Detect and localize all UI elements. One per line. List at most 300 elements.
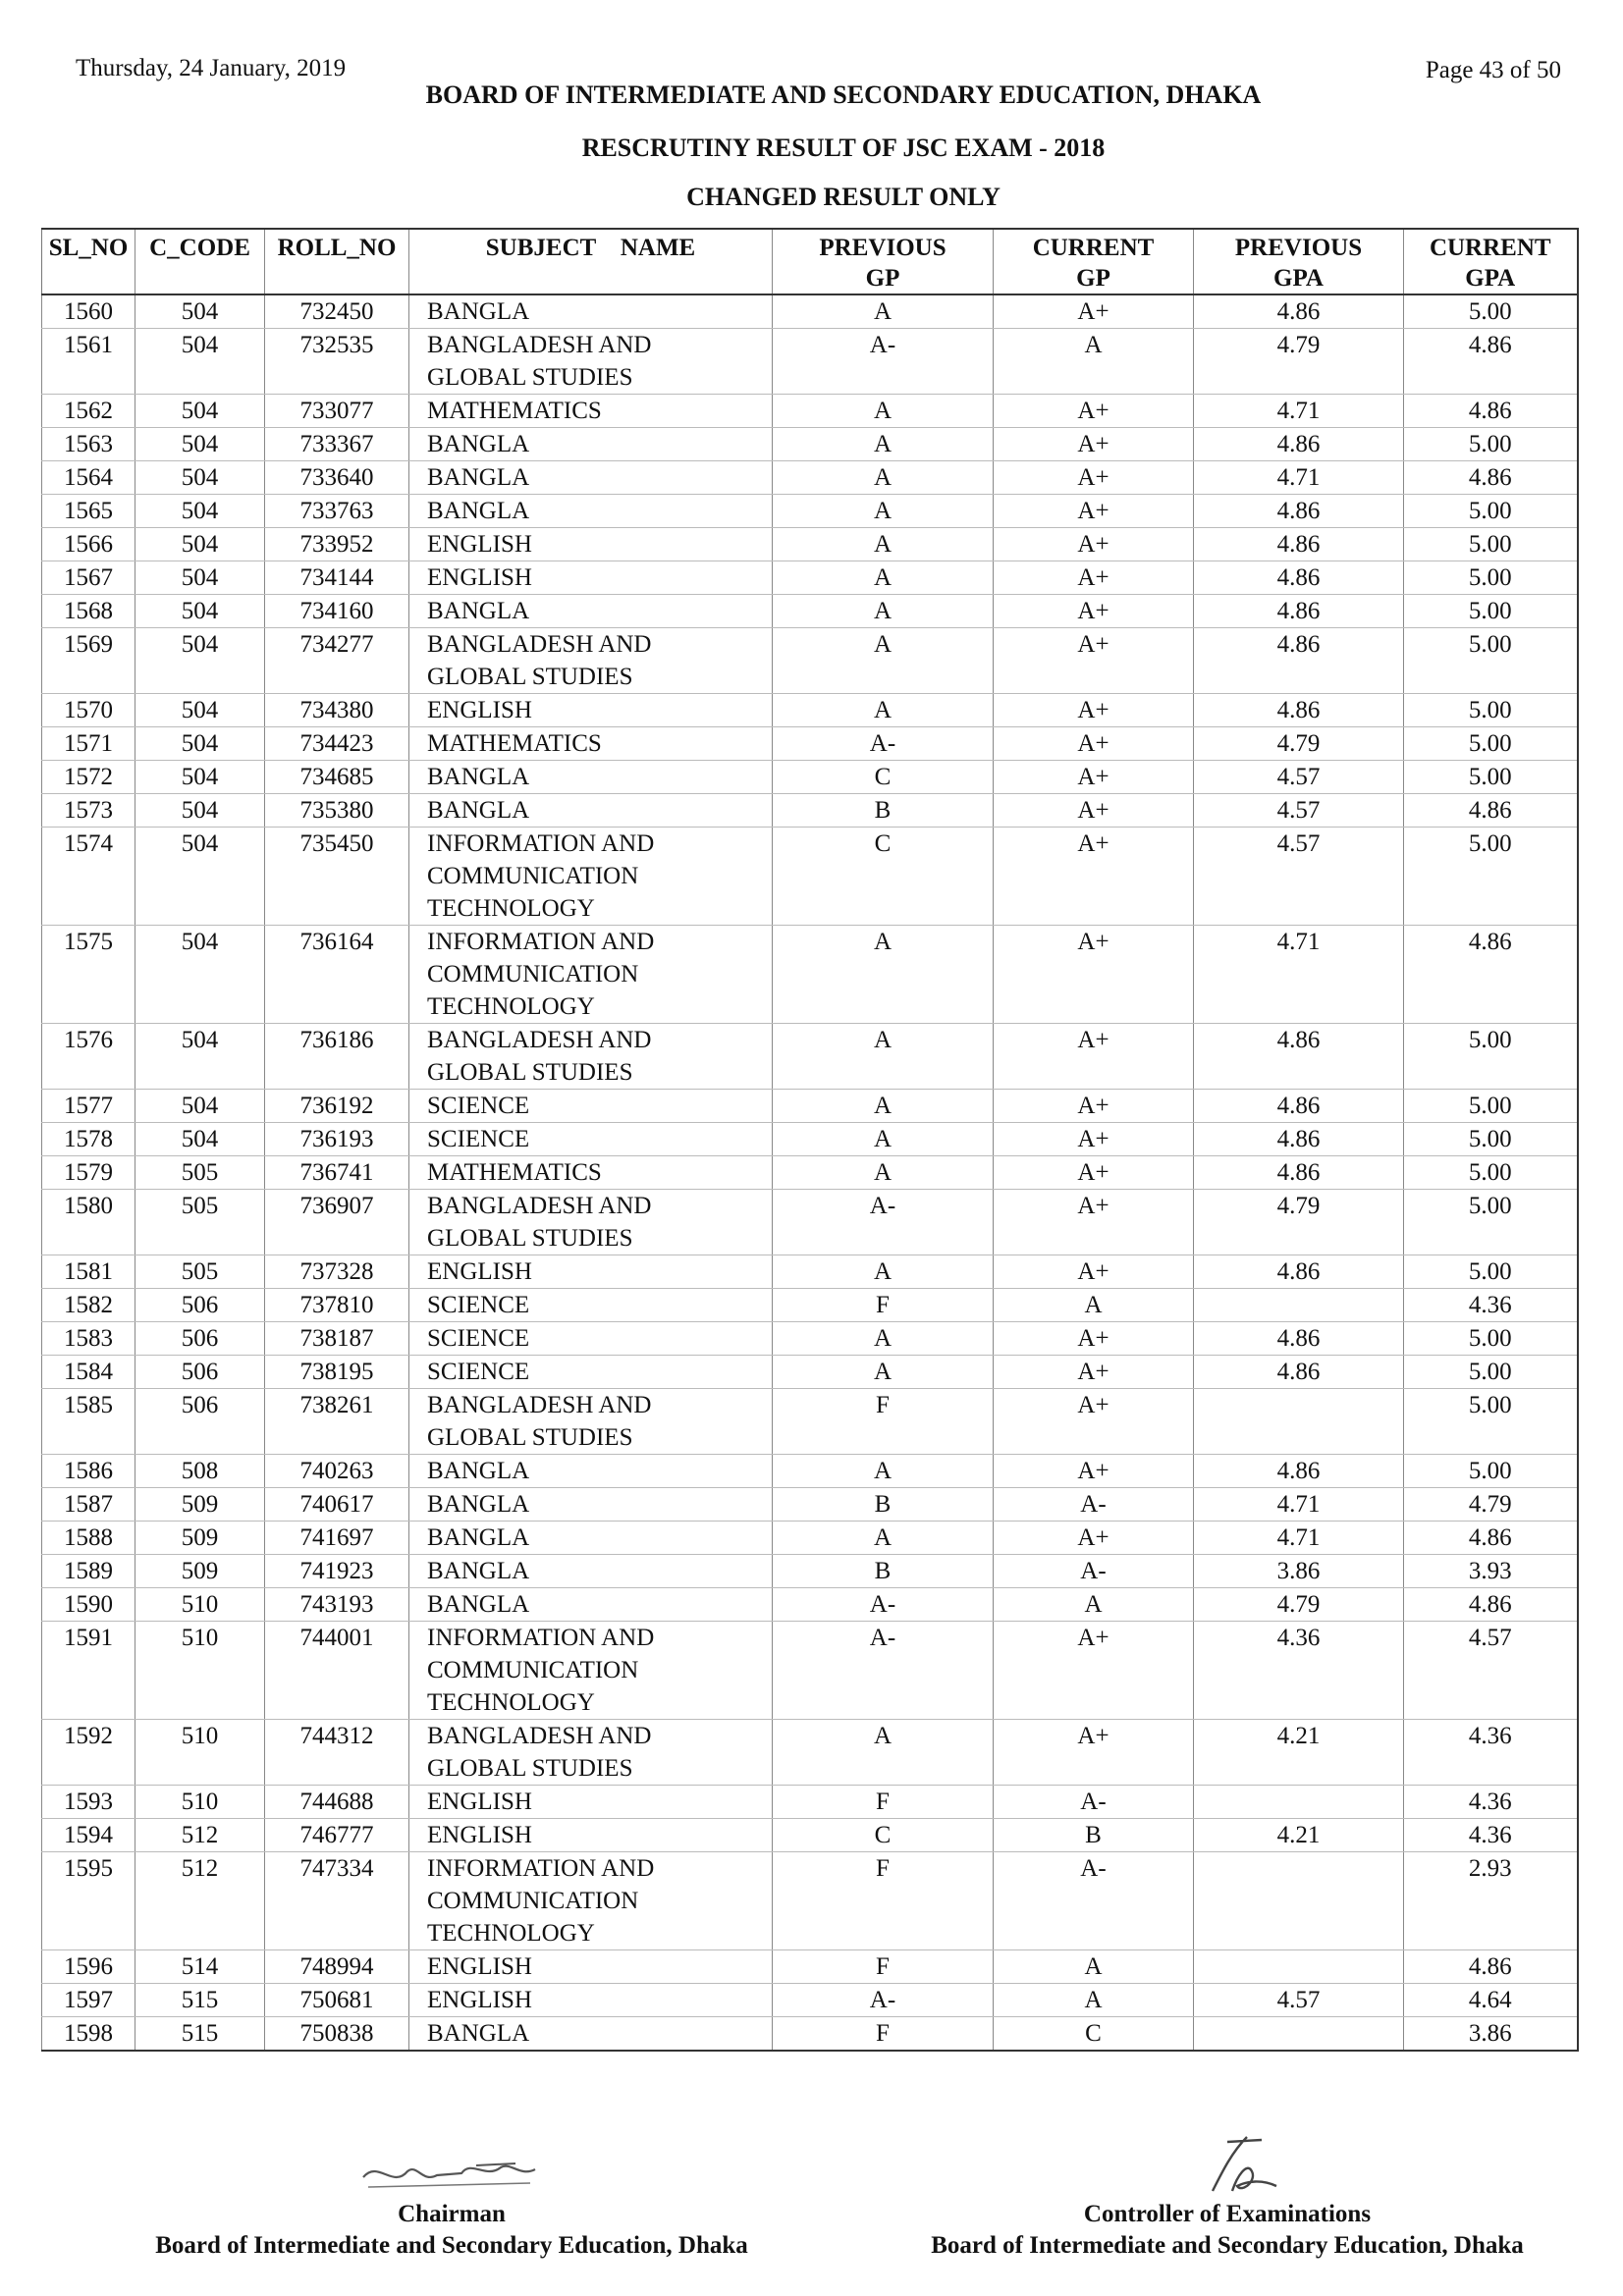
sl-no-cell: 1592: [42, 1720, 135, 1786]
c-code-cell: 504: [135, 561, 265, 595]
current-gpa-cell: 4.36: [1404, 1720, 1578, 1786]
c-code-cell: 505: [135, 1190, 265, 1255]
table-row: [42, 561, 1578, 595]
table-row: [42, 428, 1578, 461]
previous-gp-cell: A: [773, 628, 994, 694]
previous-gpa-cell: [1194, 1950, 1404, 1984]
current-gp-cell: A+: [994, 428, 1194, 461]
roll-no-cell: 736193: [265, 1123, 409, 1156]
exam-title: RESCRUTINY RESULT OF JSC EXAM - 2018: [581, 133, 1106, 162]
table-row: [42, 495, 1578, 528]
previous-gp-cell: C: [773, 761, 994, 794]
previous-gpa-cell: 4.86: [1194, 1123, 1404, 1156]
sl-no-cell: 1588: [42, 1522, 135, 1555]
previous-gp-cell: C: [773, 1819, 994, 1852]
current-gpa-cell: 5.00: [1404, 428, 1578, 461]
previous-gpa-cell: 4.86: [1194, 1156, 1404, 1190]
table-row: [42, 1522, 1578, 1555]
subject-cell: ENGLISH: [409, 1819, 773, 1852]
subject-cell: BANGLADESH AND GLOBAL STUDIES: [409, 1720, 773, 1786]
roll-no-cell: 744312: [265, 1720, 409, 1786]
sl-no-cell: 1561: [42, 329, 135, 395]
roll-no-cell: 736186: [265, 1024, 409, 1090]
c-code-cell: 510: [135, 1622, 265, 1720]
subject-cell: INFORMATION AND COMMUNICATION TECHNOLOGY: [409, 1852, 773, 1950]
roll-no-cell: 743193: [265, 1588, 409, 1622]
col-previous-gp: PREVIOUS GP: [773, 229, 994, 294]
roll-no-cell: 744001: [265, 1622, 409, 1720]
subject-cell: BANGLA: [409, 794, 773, 828]
c-code-cell: 504: [135, 628, 265, 694]
previous-gp-cell: A: [773, 1522, 994, 1555]
previous-gp-cell: A: [773, 1720, 994, 1786]
previous-gpa-cell: [1194, 1289, 1404, 1322]
previous-gpa-cell: [1194, 1852, 1404, 1950]
subject-cell: INFORMATION AND COMMUNICATION TECHNOLOGY: [409, 828, 773, 926]
previous-gpa-cell: 3.86: [1194, 1555, 1404, 1588]
page-number: Page 43 of 50: [1425, 57, 1561, 83]
c-code-cell: 509: [135, 1555, 265, 1588]
roll-no-cell: 737328: [265, 1255, 409, 1289]
col-sl-no: SL_NO: [42, 229, 135, 294]
sl-no-cell: 1584: [42, 1356, 135, 1389]
roll-no-cell: 732450: [265, 294, 409, 329]
subject-cell: BANGLADESH AND GLOBAL STUDIES: [409, 628, 773, 694]
previous-gpa-cell: 4.86: [1194, 694, 1404, 727]
c-code-cell: 510: [135, 1720, 265, 1786]
previous-gp-cell: A: [773, 1156, 994, 1190]
current-gp-cell: A+: [994, 1322, 1194, 1356]
previous-gp-cell: F: [773, 1852, 994, 1950]
previous-gp-cell: A: [773, 561, 994, 595]
previous-gpa-cell: 4.86: [1194, 1090, 1404, 1123]
previous-gpa-cell: 4.86: [1194, 595, 1404, 628]
current-gp-cell: A+: [994, 1190, 1194, 1255]
current-gp-cell: A+: [994, 1090, 1194, 1123]
c-code-cell: 504: [135, 926, 265, 1024]
current-gpa-cell: 4.86: [1404, 1588, 1578, 1622]
roll-no-cell: 738261: [265, 1389, 409, 1455]
sl-no-cell: 1565: [42, 495, 135, 528]
current-gp-cell: A+: [994, 395, 1194, 428]
previous-gpa-cell: 4.79: [1194, 329, 1404, 395]
subject-cell: SCIENCE: [409, 1123, 773, 1156]
table-row: [42, 1984, 1578, 2017]
c-code-cell: 506: [135, 1389, 265, 1455]
c-code-cell: 504: [135, 528, 265, 561]
table-row: [42, 1024, 1578, 1090]
previous-gpa-cell: 4.21: [1194, 1819, 1404, 1852]
roll-no-cell: 746777: [265, 1819, 409, 1852]
current-gpa-cell: 5.00: [1404, 727, 1578, 761]
previous-gp-cell: A: [773, 528, 994, 561]
sl-no-cell: 1560: [42, 294, 135, 329]
current-gpa-cell: 4.86: [1404, 1950, 1578, 1984]
previous-gpa-cell: [1194, 1786, 1404, 1819]
previous-gpa-cell: 4.79: [1194, 727, 1404, 761]
subject-cell: MATHEMATICS: [409, 727, 773, 761]
sl-no-cell: 1575: [42, 926, 135, 1024]
table-row: [42, 1720, 1578, 1786]
current-gpa-cell: 4.57: [1404, 1622, 1578, 1720]
subject-cell: SCIENCE: [409, 1289, 773, 1322]
roll-no-cell: 741923: [265, 1555, 409, 1588]
subject-cell: ENGLISH: [409, 1950, 773, 1984]
previous-gp-cell: B: [773, 1555, 994, 1588]
roll-no-cell: 734160: [265, 595, 409, 628]
previous-gpa-cell: 4.86: [1194, 1255, 1404, 1289]
sl-no-cell: 1579: [42, 1156, 135, 1190]
c-code-cell: 504: [135, 461, 265, 495]
subject-cell: MATHEMATICS: [409, 1156, 773, 1190]
c-code-cell: 514: [135, 1950, 265, 1984]
current-gp-cell: A+: [994, 1389, 1194, 1455]
table-row: [42, 1190, 1578, 1255]
c-code-cell: 504: [135, 1024, 265, 1090]
roll-no-cell: 732535: [265, 329, 409, 395]
subject-cell: INFORMATION AND COMMUNICATION TECHNOLOGY: [409, 1622, 773, 1720]
table-row: [42, 1356, 1578, 1389]
current-gpa-cell: 5.00: [1404, 1123, 1578, 1156]
c-code-cell: 504: [135, 761, 265, 794]
current-gp-cell: A+: [994, 694, 1194, 727]
c-code-cell: 506: [135, 1289, 265, 1322]
previous-gp-cell: A: [773, 694, 994, 727]
subject-cell: SCIENCE: [409, 1090, 773, 1123]
previous-gpa-cell: 4.86: [1194, 1024, 1404, 1090]
previous-gpa-cell: [1194, 2017, 1404, 2052]
table-header-row: [42, 229, 1578, 294]
sl-no-cell: 1590: [42, 1588, 135, 1622]
c-code-cell: 510: [135, 1588, 265, 1622]
previous-gp-cell: A-: [773, 1190, 994, 1255]
subject-cell: ENGLISH: [409, 1255, 773, 1289]
previous-gp-cell: A: [773, 1455, 994, 1488]
subject-cell: BANGLA: [409, 1555, 773, 1588]
sl-no-cell: 1564: [42, 461, 135, 495]
subject-cell: BANGLA: [409, 1488, 773, 1522]
table-row: [42, 461, 1578, 495]
roll-no-cell: 733763: [265, 495, 409, 528]
current-gpa-cell: 5.00: [1404, 1255, 1578, 1289]
previous-gpa-cell: 4.86: [1194, 428, 1404, 461]
current-gp-cell: A+: [994, 628, 1194, 694]
table-row: [42, 1622, 1578, 1720]
sl-no-cell: 1572: [42, 761, 135, 794]
roll-no-cell: 734423: [265, 727, 409, 761]
sl-no-cell: 1563: [42, 428, 135, 461]
c-code-cell: 515: [135, 2017, 265, 2052]
current-gpa-cell: 5.00: [1404, 1389, 1578, 1455]
previous-gp-cell: A: [773, 1024, 994, 1090]
previous-gpa-cell: 4.86: [1194, 1322, 1404, 1356]
current-gp-cell: A-: [994, 1555, 1194, 1588]
previous-gpa-cell: 4.86: [1194, 528, 1404, 561]
previous-gp-cell: A-: [773, 727, 994, 761]
report-date: Thursday, 24 January, 2019: [76, 55, 347, 81]
previous-gpa-cell: 4.79: [1194, 1190, 1404, 1255]
current-gp-cell: A+: [994, 1622, 1194, 1720]
sl-no-cell: 1582: [42, 1289, 135, 1322]
current-gp-cell: A+: [994, 595, 1194, 628]
subject-cell: BANGLADESH AND GLOBAL STUDIES: [409, 329, 773, 395]
controller-org: Board of Intermediate and Secondary Education, Dhaka: [931, 2232, 1524, 2259]
current-gp-cell: A+: [994, 794, 1194, 828]
sl-no-cell: 1593: [42, 1786, 135, 1819]
previous-gp-cell: A: [773, 1322, 994, 1356]
table-row: [42, 1156, 1578, 1190]
roll-no-cell: 741697: [265, 1522, 409, 1555]
table-row: [42, 1389, 1578, 1455]
current-gp-cell: A+: [994, 1156, 1194, 1190]
sl-no-cell: 1586: [42, 1455, 135, 1488]
current-gpa-cell: 4.36: [1404, 1289, 1578, 1322]
current-gpa-cell: 4.36: [1404, 1819, 1578, 1852]
table-row: [42, 1455, 1578, 1488]
sl-no-cell: 1578: [42, 1123, 135, 1156]
previous-gp-cell: A-: [773, 1622, 994, 1720]
current-gp-cell: A: [994, 1950, 1194, 1984]
roll-no-cell: 738195: [265, 1356, 409, 1389]
current-gpa-cell: 4.86: [1404, 794, 1578, 828]
subject-cell: BANGLADESH AND GLOBAL STUDIES: [409, 1389, 773, 1455]
sl-no-cell: 1568: [42, 595, 135, 628]
sl-no-cell: 1598: [42, 2017, 135, 2052]
current-gpa-cell: 2.93: [1404, 1852, 1578, 1950]
roll-no-cell: 747334: [265, 1852, 409, 1950]
current-gpa-cell: 5.00: [1404, 561, 1578, 595]
c-code-cell: 504: [135, 727, 265, 761]
table-row: [42, 1852, 1578, 1950]
previous-gp-cell: A-: [773, 1984, 994, 2017]
table-row: [42, 761, 1578, 794]
previous-gp-cell: A: [773, 1356, 994, 1389]
subject-cell: MATHEMATICS: [409, 395, 773, 428]
previous-gp-cell: F: [773, 1289, 994, 1322]
table-row: [42, 628, 1578, 694]
current-gpa-cell: 3.86: [1404, 2017, 1578, 2052]
current-gp-cell: C: [994, 2017, 1194, 2052]
sl-no-cell: 1591: [42, 1622, 135, 1720]
table-row: [42, 2017, 1578, 2052]
roll-no-cell: 736741: [265, 1156, 409, 1190]
previous-gp-cell: A: [773, 428, 994, 461]
subject-cell: BANGLA: [409, 595, 773, 628]
roll-no-cell: 748994: [265, 1950, 409, 1984]
sl-no-cell: 1570: [42, 694, 135, 727]
current-gp-cell: A+: [994, 926, 1194, 1024]
subject-cell: BANGLA: [409, 495, 773, 528]
c-code-cell: 504: [135, 1090, 265, 1123]
table-row: [42, 294, 1578, 329]
sl-no-cell: 1574: [42, 828, 135, 926]
current-gp-cell: A-: [994, 1488, 1194, 1522]
previous-gpa-cell: 4.71: [1194, 461, 1404, 495]
table-row: [42, 1950, 1578, 1984]
subject-cell: BANGLA: [409, 461, 773, 495]
current-gp-cell: A+: [994, 561, 1194, 595]
current-gpa-cell: 5.00: [1404, 595, 1578, 628]
roll-no-cell: 733952: [265, 528, 409, 561]
c-code-cell: 512: [135, 1819, 265, 1852]
sl-no-cell: 1562: [42, 395, 135, 428]
current-gp-cell: A+: [994, 761, 1194, 794]
roll-no-cell: 740617: [265, 1488, 409, 1522]
sl-no-cell: 1594: [42, 1819, 135, 1852]
current-gpa-cell: 5.00: [1404, 694, 1578, 727]
c-code-cell: 510: [135, 1786, 265, 1819]
current-gp-cell: A+: [994, 461, 1194, 495]
table-row: [42, 1819, 1578, 1852]
previous-gp-cell: A: [773, 294, 994, 329]
subject-cell: BANGLA: [409, 2017, 773, 2052]
previous-gpa-cell: 4.36: [1194, 1622, 1404, 1720]
controller-signature: [1193, 2132, 1281, 2201]
sl-no-cell: 1569: [42, 628, 135, 694]
sl-no-cell: 1573: [42, 794, 135, 828]
chairman-title: Chairman: [398, 2201, 506, 2227]
current-gp-cell: B: [994, 1819, 1194, 1852]
previous-gpa-cell: 4.21: [1194, 1720, 1404, 1786]
current-gpa-cell: 5.00: [1404, 1455, 1578, 1488]
table-row: [42, 1289, 1578, 1322]
sl-no-cell: 1597: [42, 1984, 135, 2017]
current-gp-cell: A: [994, 329, 1194, 395]
table-row: [42, 794, 1578, 828]
c-code-cell: 504: [135, 428, 265, 461]
previous-gp-cell: F: [773, 1950, 994, 1984]
roll-no-cell: 750838: [265, 2017, 409, 2052]
sl-no-cell: 1580: [42, 1190, 135, 1255]
sl-no-cell: 1566: [42, 528, 135, 561]
roll-no-cell: 733640: [265, 461, 409, 495]
roll-no-cell: 744688: [265, 1786, 409, 1819]
previous-gpa-cell: 4.86: [1194, 1455, 1404, 1488]
c-code-cell: 504: [135, 828, 265, 926]
table-row: [42, 1588, 1578, 1622]
c-code-cell: 515: [135, 1984, 265, 2017]
previous-gpa-cell: 4.86: [1194, 294, 1404, 329]
table-row: [42, 1090, 1578, 1123]
c-code-cell: 506: [135, 1322, 265, 1356]
current-gpa-cell: 5.00: [1404, 1024, 1578, 1090]
sl-no-cell: 1585: [42, 1389, 135, 1455]
subject-cell: ENGLISH: [409, 1786, 773, 1819]
results-table: [41, 228, 1579, 2052]
subject-cell: ENGLISH: [409, 561, 773, 595]
table-row: [42, 694, 1578, 727]
current-gpa-cell: 4.36: [1404, 1786, 1578, 1819]
current-gp-cell: A+: [994, 1356, 1194, 1389]
subject-cell: BANGLA: [409, 1522, 773, 1555]
sl-no-cell: 1596: [42, 1950, 135, 1984]
roll-no-cell: 736164: [265, 926, 409, 1024]
roll-no-cell: 736907: [265, 1190, 409, 1255]
current-gpa-cell: 3.93: [1404, 1555, 1578, 1588]
c-code-cell: 506: [135, 1356, 265, 1389]
sl-no-cell: 1595: [42, 1852, 135, 1950]
previous-gp-cell: A: [773, 1090, 994, 1123]
current-gpa-cell: 5.00: [1404, 761, 1578, 794]
table-row: [42, 1488, 1578, 1522]
roll-no-cell: 733367: [265, 428, 409, 461]
subject-cell: BANGLA: [409, 1588, 773, 1622]
current-gp-cell: A+: [994, 1255, 1194, 1289]
previous-gp-cell: A: [773, 495, 994, 528]
roll-no-cell: 740263: [265, 1455, 409, 1488]
c-code-cell: 504: [135, 329, 265, 395]
c-code-cell: 504: [135, 1123, 265, 1156]
subject-cell: INFORMATION AND COMMUNICATION TECHNOLOGY: [409, 926, 773, 1024]
previous-gpa-cell: 4.86: [1194, 495, 1404, 528]
col-c-code: C_CODE: [135, 229, 265, 294]
current-gpa-cell: 4.86: [1404, 926, 1578, 1024]
current-gp-cell: A+: [994, 727, 1194, 761]
c-code-cell: 504: [135, 395, 265, 428]
col-current-gp: CURRENT GP: [994, 229, 1194, 294]
previous-gp-cell: A: [773, 926, 994, 1024]
previous-gp-cell: A-: [773, 329, 994, 395]
roll-no-cell: 734685: [265, 761, 409, 794]
current-gpa-cell: 4.86: [1404, 1522, 1578, 1555]
roll-no-cell: 735380: [265, 794, 409, 828]
previous-gpa-cell: 4.57: [1194, 1984, 1404, 2017]
subject-cell: SCIENCE: [409, 1322, 773, 1356]
subject-cell: SCIENCE: [409, 1356, 773, 1389]
previous-gp-cell: B: [773, 1488, 994, 1522]
current-gpa-cell: 5.00: [1404, 528, 1578, 561]
previous-gp-cell: F: [773, 1786, 994, 1819]
table-row: [42, 1786, 1578, 1819]
table-row: [42, 926, 1578, 1024]
subject-cell: BANGLA: [409, 1455, 773, 1488]
current-gpa-cell: 4.86: [1404, 395, 1578, 428]
roll-no-cell: 734277: [265, 628, 409, 694]
previous-gp-cell: C: [773, 828, 994, 926]
c-code-cell: 508: [135, 1455, 265, 1488]
current-gpa-cell: 4.64: [1404, 1984, 1578, 2017]
roll-no-cell: 737810: [265, 1289, 409, 1322]
scope-title: CHANGED RESULT ONLY: [686, 183, 1001, 211]
current-gp-cell: A+: [994, 1522, 1194, 1555]
roll-no-cell: 736192: [265, 1090, 409, 1123]
sl-no-cell: 1576: [42, 1024, 135, 1090]
sl-no-cell: 1571: [42, 727, 135, 761]
c-code-cell: 512: [135, 1852, 265, 1950]
chairman-org: Board of Intermediate and Secondary Education, Dhaka: [155, 2232, 748, 2259]
sl-no-cell: 1581: [42, 1255, 135, 1289]
table-row: [42, 1123, 1578, 1156]
previous-gpa-cell: 4.57: [1194, 761, 1404, 794]
previous-gp-cell: A: [773, 395, 994, 428]
previous-gpa-cell: 4.79: [1194, 1588, 1404, 1622]
col-current-gpa: CURRENT GPA: [1404, 229, 1578, 294]
roll-no-cell: 733077: [265, 395, 409, 428]
previous-gp-cell: A: [773, 595, 994, 628]
c-code-cell: 509: [135, 1522, 265, 1555]
table-row: [42, 395, 1578, 428]
c-code-cell: 505: [135, 1156, 265, 1190]
current-gp-cell: A+: [994, 294, 1194, 329]
previous-gpa-cell: 4.86: [1194, 1356, 1404, 1389]
current-gpa-cell: 5.00: [1404, 294, 1578, 329]
previous-gpa-cell: 4.71: [1194, 395, 1404, 428]
col-roll-no: ROLL_NO: [265, 229, 409, 294]
table-row: [42, 329, 1578, 395]
current-gpa-cell: 5.00: [1404, 495, 1578, 528]
current-gpa-cell: 5.00: [1404, 1156, 1578, 1190]
roll-no-cell: 750681: [265, 1984, 409, 2017]
